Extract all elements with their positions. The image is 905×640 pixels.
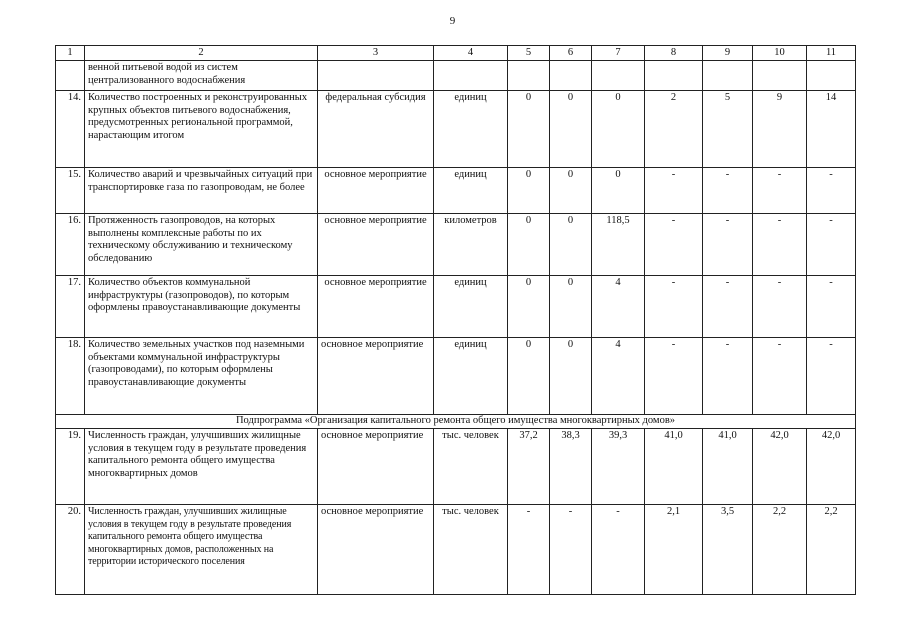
value-cell: 37,2 (508, 429, 550, 505)
table-row (56, 338, 856, 415)
subprogram-row (56, 415, 856, 429)
column-header: 6 (550, 46, 592, 61)
value-cell: 0 (550, 168, 592, 214)
unit: единиц (434, 276, 508, 338)
value-cell: 39,3 (592, 429, 645, 505)
subprogram-title: Подпрограмма «Организация капитального ремонта общего имущества многоквартирных домов» (56, 415, 856, 429)
value-cell (703, 61, 753, 91)
value-cell: - (807, 214, 856, 276)
value-cell: - (645, 214, 703, 276)
value-cell: - (807, 168, 856, 214)
column-header: 11 (807, 46, 856, 61)
unit (434, 61, 508, 91)
funding-type: федеральная субсидия (318, 91, 434, 168)
column-header: 9 (703, 46, 753, 61)
value-cell: 41,0 (645, 429, 703, 505)
value-cell: 2,2 (807, 505, 856, 595)
row-number: 15. (56, 168, 85, 214)
unit: километров (434, 214, 508, 276)
table-row (56, 214, 856, 276)
column-header: 1 (56, 46, 85, 61)
value-cell: 0 (592, 168, 645, 214)
value-cell: 2,2 (753, 505, 807, 595)
value-cell: 0 (550, 338, 592, 415)
value-cell (592, 61, 645, 91)
value-cell: - (645, 338, 703, 415)
value-cell: 0 (550, 276, 592, 338)
value-cell: - (703, 338, 753, 415)
table-row (56, 168, 856, 214)
value-cell (550, 61, 592, 91)
value-cell: 4 (592, 276, 645, 338)
indicator-name: Численность граждан, улучшивших жилищные условия в текущем году в результате проведения капитального ремонта общего имущества многоквартирных домов (85, 429, 318, 505)
funding-type: основное мероприятие (318, 168, 434, 214)
row-number: 16. (56, 214, 85, 276)
funding-type: основное мероприятие (318, 276, 434, 338)
value-cell: - (703, 276, 753, 338)
column-header: 8 (645, 46, 703, 61)
value-cell: 2 (645, 91, 703, 168)
unit: единиц (434, 168, 508, 214)
funding-type: основное мероприятие (318, 505, 434, 595)
value-cell: - (703, 168, 753, 214)
value-cell: 0 (550, 214, 592, 276)
column-header: 2 (85, 46, 318, 61)
row-number: 19. (56, 429, 85, 505)
value-cell: 0 (592, 91, 645, 168)
unit: тыс. человек (434, 429, 508, 505)
value-cell: 0 (508, 276, 550, 338)
value-cell: 3,5 (703, 505, 753, 595)
value-cell: 42,0 (807, 429, 856, 505)
value-cell: - (807, 276, 856, 338)
value-cell (807, 61, 856, 91)
value-cell: 42,0 (753, 429, 807, 505)
value-cell: 4 (592, 338, 645, 415)
column-header: 3 (318, 46, 434, 61)
value-cell: - (753, 214, 807, 276)
value-cell: - (645, 168, 703, 214)
unit: единиц (434, 91, 508, 168)
funding-type (318, 61, 434, 91)
value-cell: - (703, 214, 753, 276)
unit: тыс. человек (434, 505, 508, 595)
unit: единиц (434, 338, 508, 415)
value-cell: - (508, 505, 550, 595)
column-header: 7 (592, 46, 645, 61)
column-header: 4 (434, 46, 508, 61)
value-cell: 0 (550, 91, 592, 168)
value-cell: 0 (508, 91, 550, 168)
row-number: 14. (56, 91, 85, 168)
value-cell (508, 61, 550, 91)
table-row (56, 429, 856, 505)
indicator-name: Численность граждан, улучшивших жилищные условия в текущем году в результате проведения капитального ремонта общего имущества многоквартирных домов, расположенных на территории исторического поселения (85, 505, 318, 595)
value-cell: 0 (508, 214, 550, 276)
table-row (56, 61, 856, 91)
indicator-name: Количество земельных участков под наземными объектами коммунальной инфраструктуры (газопроводами), по которым оформлены правоустанавливающие документы (85, 338, 318, 415)
column-header: 5 (508, 46, 550, 61)
value-cell: - (550, 505, 592, 595)
indicator-table (55, 45, 856, 595)
value-cell: 9 (753, 91, 807, 168)
row-number (56, 61, 85, 91)
value-cell: - (753, 276, 807, 338)
value-cell: 2,1 (645, 505, 703, 595)
value-cell: - (753, 168, 807, 214)
funding-type: основное мероприятие (318, 429, 434, 505)
value-cell: - (753, 338, 807, 415)
funding-type: основное мероприятие (318, 214, 434, 276)
funding-type: основное мероприятие (318, 338, 434, 415)
value-cell: - (645, 276, 703, 338)
value-cell: 0 (508, 168, 550, 214)
indicator-name: Количество аварий и чрезвычайных ситуаций при транспортировке газа по газопроводам, не более (85, 168, 318, 214)
value-cell: 5 (703, 91, 753, 168)
indicator-name: Количество объектов коммунальной инфраструктуры (газопроводов), по которым оформлены правоустанавливающие документы (85, 276, 318, 338)
row-number: 17. (56, 276, 85, 338)
value-cell: 118,5 (592, 214, 645, 276)
table-row (56, 505, 856, 595)
value-cell (753, 61, 807, 91)
row-number: 20. (56, 505, 85, 595)
value-cell: - (592, 505, 645, 595)
value-cell: 14 (807, 91, 856, 168)
table-row (56, 276, 856, 338)
value-cell: 0 (508, 338, 550, 415)
indicator-name: Количество построенных и реконструированных крупных объектов питьевого водоснабжения, предусмотренных региональной программой, нарастающим итогом (85, 91, 318, 168)
page-number: 9 (449, 15, 456, 27)
value-cell: 41,0 (703, 429, 753, 505)
value-cell (645, 61, 703, 91)
value-cell: - (807, 338, 856, 415)
indicator-name: Протяженность газопроводов, на которых выполнены комплексные работы по их техническому обслуживанию и техническому обследованию (85, 214, 318, 276)
value-cell: 38,3 (550, 429, 592, 505)
column-header-row (56, 46, 856, 61)
indicator-name: венной питьевой водой из систем централизованного водоснабжения (85, 61, 318, 91)
row-number: 18. (56, 338, 85, 415)
table-row (56, 91, 856, 168)
column-header: 10 (753, 46, 807, 61)
